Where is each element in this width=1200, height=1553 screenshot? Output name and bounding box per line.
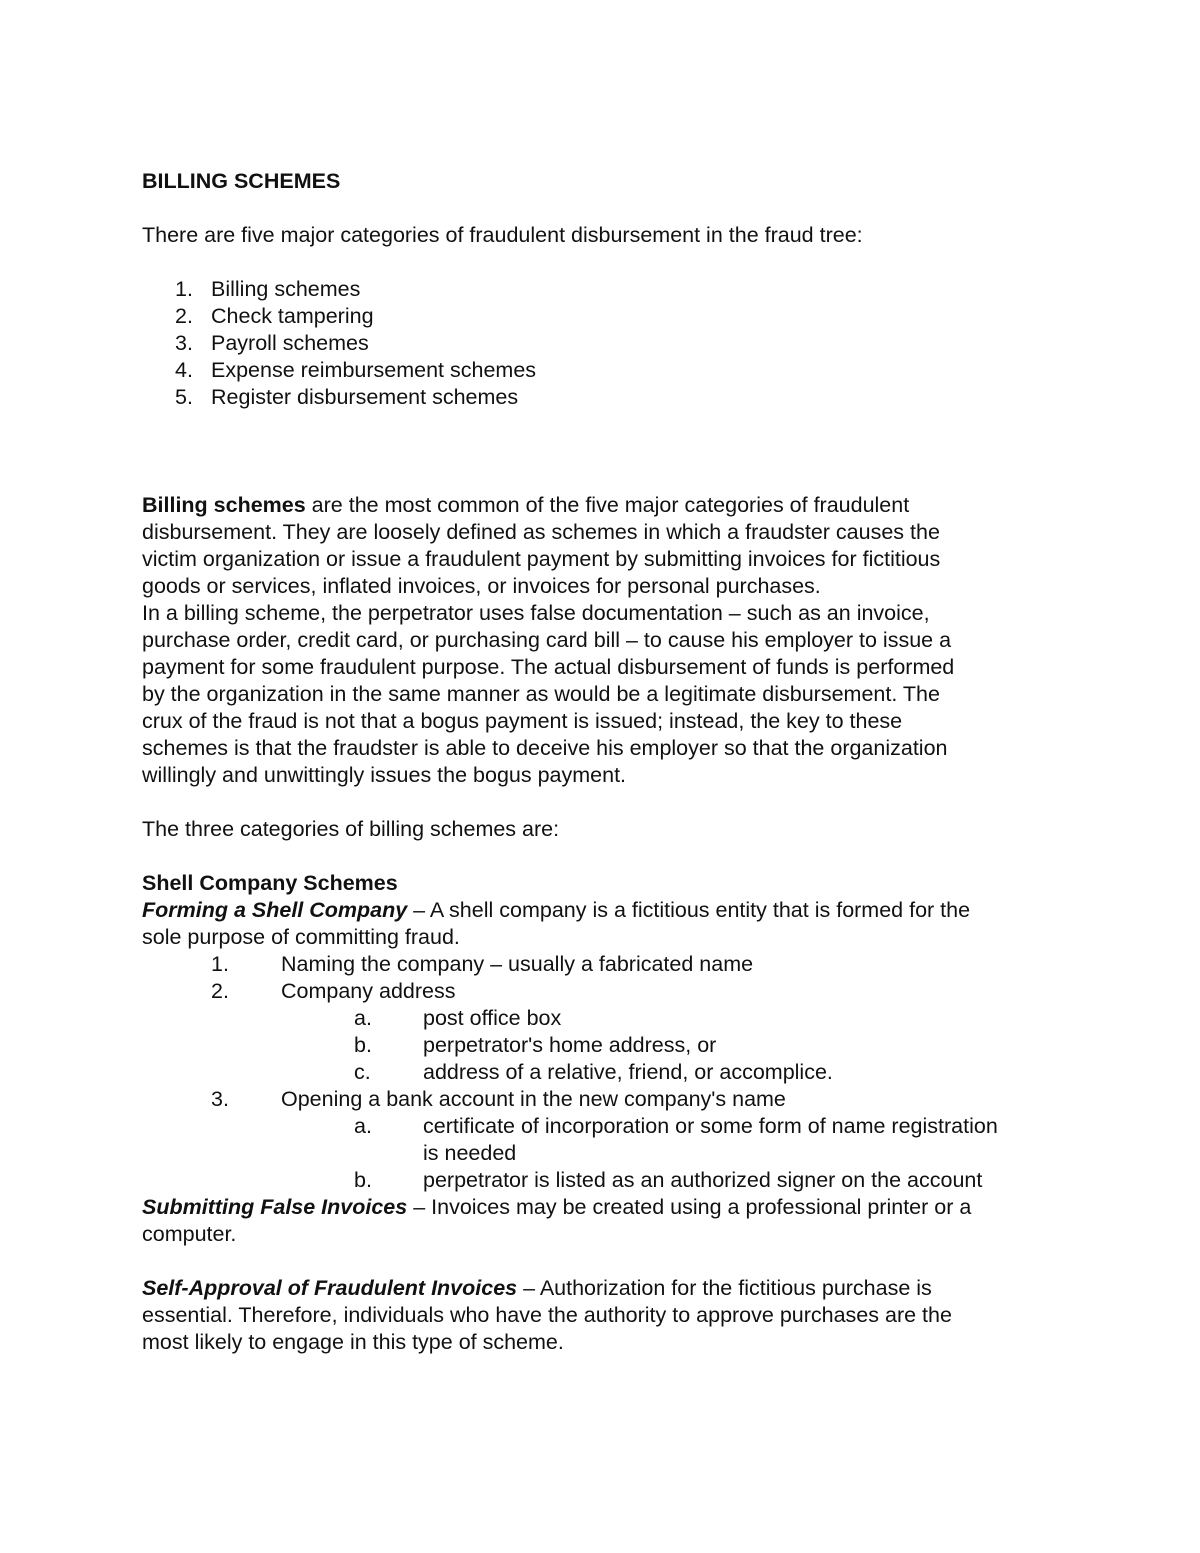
list-item: c. address of a relative, friend, or accomplice. — [354, 1060, 833, 1084]
list-item: 2. Company address — [211, 979, 456, 1003]
list-item: a. certificate of incorporation or some form of name registration — [354, 1114, 998, 1138]
document-body — [142, 168, 1062, 1356]
list-item: b. perpetrator's home address, or — [354, 1033, 717, 1057]
shell-company-heading: Shell Company Schemes — [142, 871, 398, 895]
billing-schemes-paragraph: Billing schemes are the most common of the five major categories of fraudulent disbursement. They are loosely defined as schemes in which a fraudster causes the victim organization or issue a fraudulent payment by submitting invoices for fictitious goods or services, inflated invoices, or invoices for personal purchases. — [142, 493, 941, 598]
forming-shell-paragraph: Forming a Shell Company – A shell company is a fictitious entity that is formed for the sole purpose of committing fraud. — [142, 898, 971, 949]
shell-steps-list — [142, 951, 1062, 1194]
false-invoices-lead: Submitting False Invoices — [142, 1195, 408, 1219]
billing-lead: Billing schemes — [142, 493, 306, 517]
list-item: 3. Opening a bank account in the new company's name — [211, 1087, 786, 1111]
document-title: BILLING SCHEMES — [142, 169, 341, 193]
list-item: 2. Check tampering — [175, 304, 374, 328]
list-item: 5. Register disbursement schemes — [175, 385, 519, 409]
false-invoices-paragraph: Submitting False Invoices – Invoices may be created using a professional printer or a computer. — [142, 1195, 972, 1246]
list-item: 4. Expense reimbursement schemes — [175, 358, 537, 382]
self-approval-paragraph: Self-Approval of Fraudulent Invoices – Authorization for the fictitious purchase is essential. Therefore, individuals who have the authority to approve purchases are the most likely to engage in this type of scheme. — [142, 1276, 952, 1354]
list-item: b. perpetrator is listed as an authorized signer on the account — [354, 1168, 983, 1192]
fraud-category-list — [142, 276, 1062, 411]
list-item-continuation: is needed — [423, 1141, 517, 1165]
three-categories-text: The three categories of billing schemes are: — [142, 817, 560, 841]
perpetrator-paragraph: In a billing scheme, the perpetrator uses false documentation – such as an invoice, purchase order, credit card, or purchasing card bill – to cause his employer to issue a payment for some fraudulent purpose. The actual disbursement of funds is performed by the organization in the same manner as would be a legitimate disbursement. The crux of the fraud is not that a bogus payment is issued; instead, the key to these schemes is that the fraudster is able to deceive his employer so that the organization willingly and unwittingly issues the bogus payment. — [142, 601, 955, 787]
forming-lead: Forming a Shell Company — [142, 898, 408, 922]
list-item: a. post office box — [354, 1006, 562, 1030]
list-item: 3. Payroll schemes — [175, 331, 369, 355]
list-item: 1. Naming the company – usually a fabricated name — [211, 952, 754, 976]
intro-text: There are five major categories of fraudulent disbursement in the fraud tree: — [142, 223, 863, 247]
list-item: 1. Billing schemes — [175, 277, 361, 301]
self-approval-lead: Self-Approval of Fraudulent Invoices — [142, 1276, 518, 1300]
